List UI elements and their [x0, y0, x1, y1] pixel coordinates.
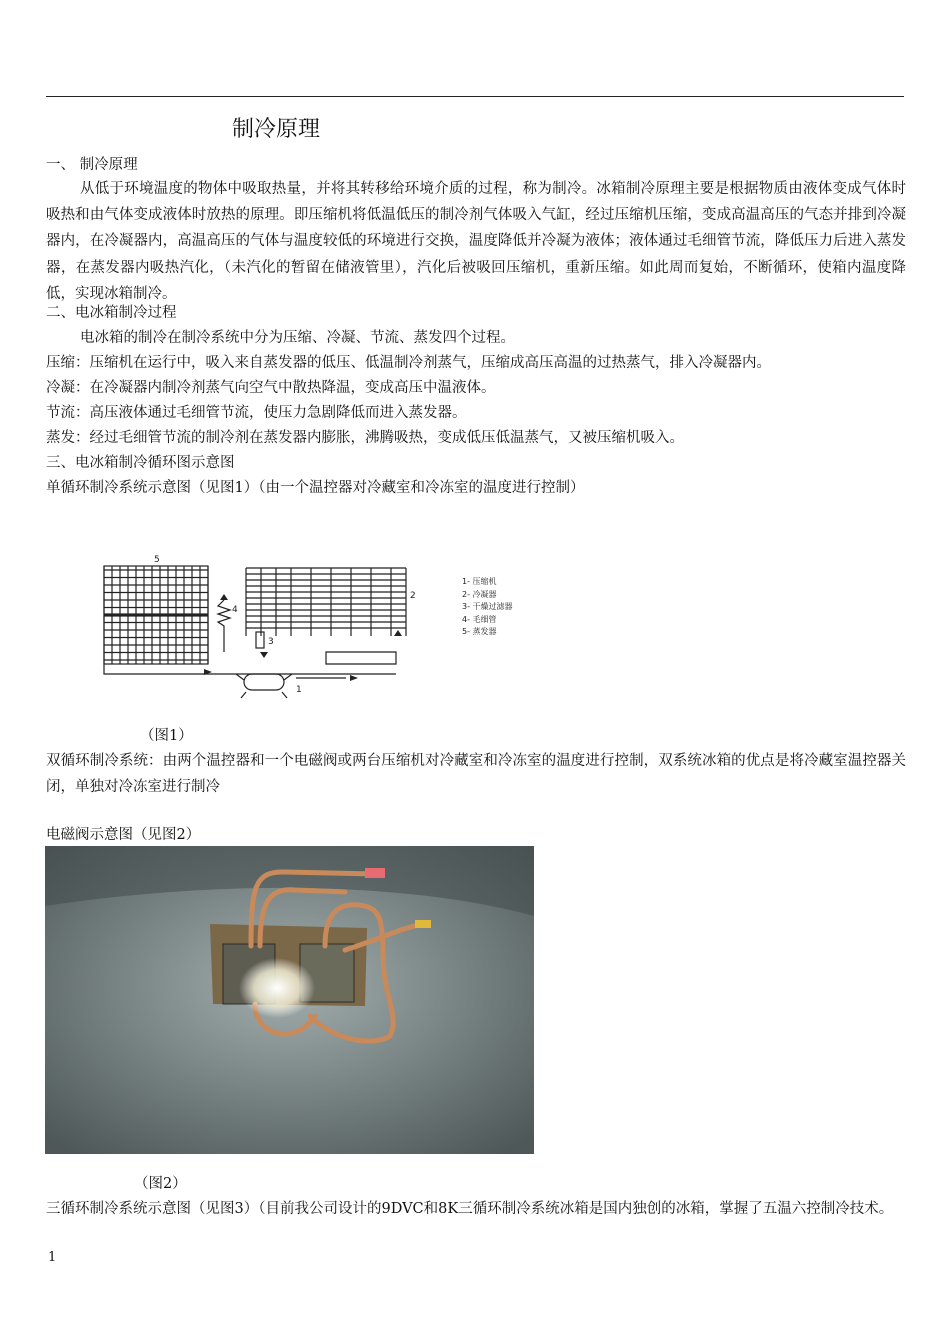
diagram-legend [462, 576, 513, 639]
header-rule [46, 96, 904, 97]
step-compress: 压缩：压缩机在运行中，吸入来自蒸发器的低压、低温制冷剂蒸气，压缩成高压高温的过热蒸气，排入冷凝器内。 [46, 355, 771, 371]
step-evaporate: 蒸发：经过毛细管节流的制冷剂在蒸发器内膨胀，沸腾吸热，变成低压低温蒸气，又被压缩机吸入。 [46, 430, 684, 446]
diagram-label-5: 5 [154, 555, 160, 565]
section3-heading: 三、电冰箱制冷循环图示意图 [46, 455, 235, 471]
solenoid-valve-photo [45, 846, 534, 1154]
legend-item: 5- 蒸发器 [462, 627, 497, 636]
page-title: 制冷原理 [232, 117, 321, 142]
diagram-label-2: 2 [410, 591, 416, 601]
section1-paragraph: 从低于环境温度的物体中吸取热量，并将其转移给环境介质的过程，称为制冷。冰箱制冷原理主要是根据物质由液体变成气体时吸热和由气体变成液体时放热的原理。即压缩机将低温低压的制冷剂气体吸入气缸，经过压缩机压缩，变成高温高压的气态并排到冷凝器内，在冷凝器内，高温高压的气体与温度较低的环境进行交换，温度降低并冷凝为液体；液体通过毛细管节流，降低压力后进入蒸发器，在蒸发器内吸热汽化，（未汽化的暂留在储液管里），汽化后被吸回压缩机，重新压缩。如此周而复始，不断循环，使箱内温度降低，实现冰箱制冷。 [46, 181, 906, 302]
section2-heading: 二、电冰箱制冷过程 [46, 305, 177, 321]
single-cycle-text: 单循环制冷系统示意图（见图1）（由一个温控器对冷藏室和冷冻室的温度进行控制） [46, 480, 585, 496]
legend-item: 1- 压缩机 [462, 577, 497, 586]
figure2-caption: （图2） [134, 1176, 187, 1192]
legend-item: 4- 毛细管 [462, 614, 497, 624]
page-number: 1 [48, 1250, 57, 1265]
diagram-label-4: 4 [232, 605, 238, 615]
figure1-caption: （图1） [140, 728, 193, 744]
section2-intro: 电冰箱的制冷在制冷系统中分为压缩、冷凝、节流、蒸发四个过程。 [80, 330, 515, 346]
section1-heading: 一、 制冷原理 [46, 157, 138, 173]
diagram-label-1: 1 [296, 685, 302, 695]
triple-cycle-text: 三循环制冷系统示意图（见图3）（目前我公司设计的9DVC和8K三循环制冷系统冰箱是国内独创的冰箱，掌握了五温六控制冷技术。 [46, 1201, 894, 1217]
double-cycle-text: 双循环制冷系统：由两个温控器和一个电磁阀或两台压缩机对冷藏室和冷冻室的温度进行控制，双系统冰箱的优点是将冷藏室温控器关闭，单独对冷冻室进行制冷 [46, 753, 906, 795]
step-condense: 冷凝：在冷凝器内制冷剂蒸气向空气中散热降温，变成高压中温液体。 [46, 380, 496, 396]
valve-figure-title: 电磁阀示意图（见图2） [46, 827, 201, 843]
diagram-label-3: 3 [268, 637, 274, 647]
step-throttle: 节流：高压液体通过毛细管节流，使压力急剧降低而进入蒸发器。 [46, 405, 467, 421]
legend-item: 2- 冷凝器 [462, 589, 497, 599]
legend-item: 3- 干燥过滤器 [462, 602, 513, 611]
